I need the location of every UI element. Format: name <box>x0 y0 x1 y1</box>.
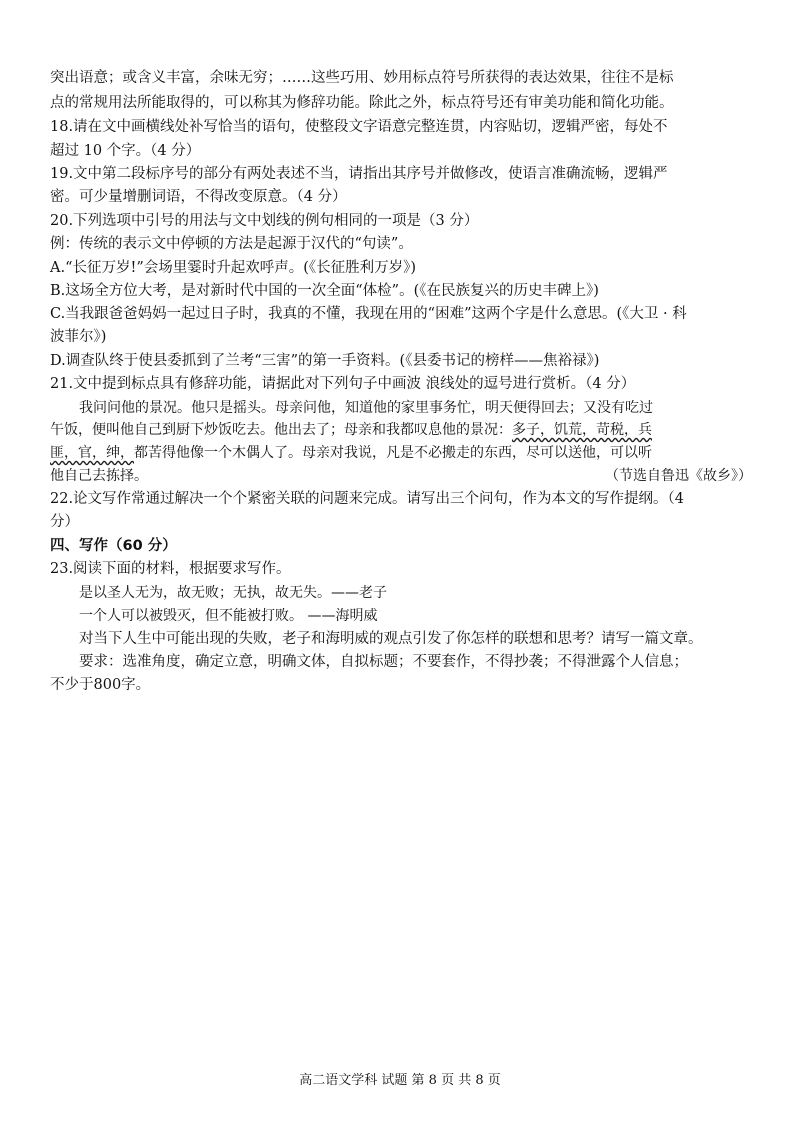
paragraph-end-line-2: 点的常规用法所能取得的，可以称其为修辞功能。除此之外，标点符号还有审美功能和简化功能。 <box>50 95 674 111</box>
question-20-option-a: A.“长征万岁!”会场里霎时升起欢呼声。(《长征胜利万岁》) <box>50 260 417 276</box>
quote-hemingway: 一个人可以被毁灭，但不能被打败。 ——海明威 <box>79 608 378 624</box>
section-4-heading: 四、写作（60 分） <box>50 538 177 554</box>
question-19-line-2: 密。可少量增删词语，不得改变原意。（4 分） <box>50 189 347 205</box>
question-21-passage-line-4: 他自己去拣择。 <box>50 468 148 484</box>
paragraph-end-line-1: 突出语意；或含义丰富，余味无穷；……这些巧用、妙用标点符号所获得的表达效果，往往不是标 <box>50 70 674 86</box>
question-21-source: （节选自鲁迅《故乡》） <box>605 468 752 484</box>
wavy-underlined-text: 匪，官，绅， <box>50 445 134 461</box>
question-23-stem: 23.阅读下面的材料，根据要求写作。 <box>50 561 291 577</box>
question-18-line-1: 18.请在文中画横线处补写恰当的语句，使整段文字语意完整连贯，内容贴切，逻辑严密，每处不 <box>50 119 668 135</box>
question-20-option-d: D.调查队终于使县委抓到了兰考“三害”的第一手资料。(《县委书记的榜样——焦裕禄》) <box>50 353 600 369</box>
question-22-line-2: 分） <box>50 514 79 530</box>
writing-requirements-line-2: 不少于800字。 <box>50 677 151 693</box>
question-20-option-c-line-2: 波菲尔》) <box>50 329 107 345</box>
question-20-stem: 20.下列选项中引号的用法与文中划线的例句相同的一项是（3 分） <box>50 213 479 229</box>
writing-prompt: 对当下人生中可能出现的失败，老子和海明威的观点引发了你怎样的联想和思考？请写一篇文章。 <box>79 631 703 647</box>
wavy-underlined-text: 多子，饥荒，苛税，兵 <box>512 422 652 438</box>
question-18-line-2: 超过 10 个字。（4 分） <box>50 143 201 159</box>
passage-text: 都苦得他像一个木偶人了。母亲对我说，凡是不必搬走的东西，尽可以送他，可以听 <box>134 445 652 461</box>
passage-text: 午饭，便叫他自己到厨下炒饭吃去。他出去了；母亲和我都叹息他的景况： <box>50 422 512 438</box>
question-21-passage-line-2 <box>50 419 762 441</box>
writing-requirements-line-1: 要求：选准角度，确定立意，明确文体，自拟标题；不要套作，不得抄袭；不得泄露个人信息； <box>79 654 688 670</box>
page-footer: 高二语文学科 试题 第 8 页 共 8 页 <box>299 1073 501 1088</box>
question-20-example: 例：传统的表示文中停顿的方法是起源于汉代的“句读”。 <box>50 236 413 252</box>
question-20-option-b: B.这场全方位大考，是对新时代中国的一次全面“体检”。(《在民族复兴的历史丰碑上》) <box>50 283 599 299</box>
question-19-line-1: 19.文中第二段标序号的部分有两处表述不当，请指出其序号并做修改，使语言准确流畅，逻辑严 <box>50 166 668 182</box>
question-21-passage-line-3 <box>50 442 762 464</box>
question-21-stem: 21.文中提到标点具有修辞功能，请据此对下列句子中画波 浪线处的逗号进行赏析。（4 分） <box>50 376 636 392</box>
question-21-passage-line-1: 我问问他的景况。他只是摇头。母亲问他，知道他的家里事务忙，明天便得回去；又没有吃过 <box>79 400 653 416</box>
question-22-line-1: 22.论文写作常通过解决一个个紧密关联的问题来完成。请写出三个问句，作为本文的写作提纲。（4 <box>50 491 685 507</box>
quote-laozi: 是以圣人无为，故无败；无执，故无失。——老子 <box>79 585 387 601</box>
question-20-option-c-line-1: C.当我跟爸爸妈妈一起过日子时，我真的不懂，我现在用的“困难”这两个字是什么意思。(《大卫 · 科 <box>50 306 687 322</box>
